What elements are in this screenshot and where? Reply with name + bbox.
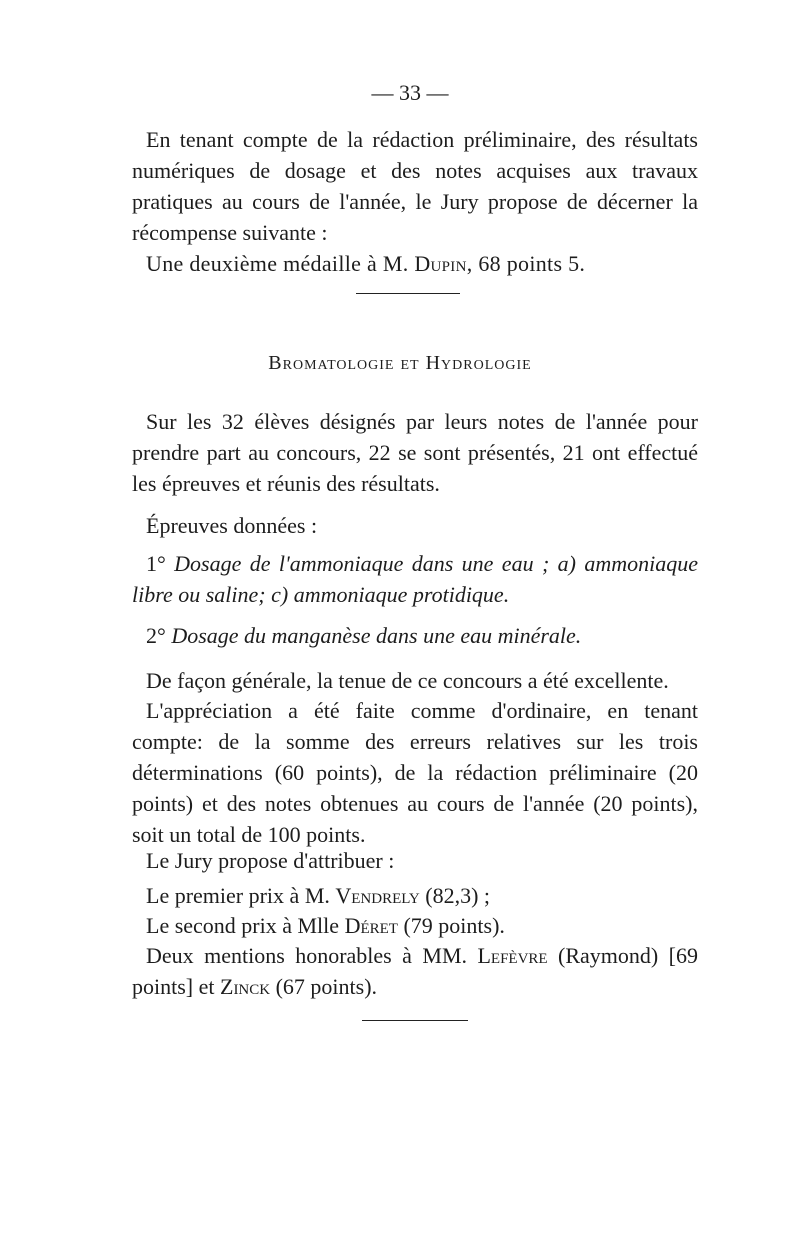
award-line xyxy=(132,248,698,279)
epreuve-1-number: 1° xyxy=(146,551,175,576)
mentions-name-2: Zinck xyxy=(220,974,271,999)
jury-propose xyxy=(132,845,698,876)
prize-2-name: Déret xyxy=(344,913,398,938)
epreuve-2 xyxy=(132,620,698,651)
prize-1-suffix: (82,3) ; xyxy=(419,883,491,908)
prize-2-suffix: (79 points). xyxy=(397,913,505,938)
epreuves-label xyxy=(132,510,698,541)
prize-1-line xyxy=(132,880,698,911)
prize-1 xyxy=(132,880,698,911)
award-prefix: Une deuxième médaille à M. xyxy=(146,251,415,276)
mentions-middle: (Raymond) [69 points] et xyxy=(132,943,699,999)
prize-1-name: Vendrely xyxy=(335,883,420,908)
paragraph-eleves xyxy=(132,406,698,499)
prize-1-prefix: Le premier prix à M. xyxy=(146,883,336,908)
paragraph-text: De façon générale, la tenue de ce concours a été excellente. xyxy=(146,668,669,693)
section-divider xyxy=(356,293,460,294)
prize-2-prefix: Le second prix à Mlle xyxy=(146,913,345,938)
mentions-prefix: Deux mentions honorables à MM. xyxy=(146,943,478,968)
award-suffix: , 68 points 5. xyxy=(466,251,586,276)
mentions-honorables xyxy=(132,940,698,1002)
prize-2-line xyxy=(132,910,698,941)
section-heading: Bromatologie et Hydrologie xyxy=(268,352,532,374)
jury-propose-text: Le Jury propose d'attribuer : xyxy=(146,848,395,873)
epreuve-2-text: Dosage du manganèse dans une eau minérale. xyxy=(171,623,582,648)
epreuve-2-line xyxy=(132,620,698,651)
epreuve-1-line xyxy=(132,548,698,610)
epreuves-label-text: Épreuves données : xyxy=(146,513,318,538)
mentions-line xyxy=(132,940,698,1002)
page-number: — 33 — xyxy=(371,80,449,105)
award-name: Dupin xyxy=(414,251,467,276)
mentions-suffix: (67 points). xyxy=(270,974,378,999)
end-divider xyxy=(362,1020,468,1021)
paragraph-jury-recompense xyxy=(132,124,698,279)
epreuve-2-number: 2° xyxy=(146,623,172,648)
mentions-name-1: Lefèvre xyxy=(477,943,548,968)
paragraph-tenue xyxy=(132,665,698,696)
paragraph-appreciation xyxy=(132,695,698,850)
paragraph-text: En tenant compte de la rédaction préliminaire, des résultats numériques de dosage et des notes acquises aux travaux pratiques au cours de l'année, le Jury propose de décerner la récompense suivante : xyxy=(132,127,698,245)
epreuve-1-text: Dosage de l'ammoniaque dans une eau ; a) ammoniaque libre ou saline; c) ammoniaque protidique. xyxy=(132,551,698,607)
prize-2 xyxy=(132,910,698,941)
paragraph-text: L'appréciation a été faite comme d'ordinaire, en tenant compte: de la somme des erreurs relatives sur les trois déterminations (60 points), de la rédaction préliminaire (20 points) et des notes obtenues au cours de l'année (20 points), soit un total de 100 points. xyxy=(132,698,698,847)
paragraph-text: Sur les 32 élèves désignés par leurs notes de l'année pour prendre part au concours, 22 se sont présentés, 21 ont effectué les épreuves et réunis des résultats. xyxy=(132,409,698,496)
epreuve-1 xyxy=(132,548,698,610)
